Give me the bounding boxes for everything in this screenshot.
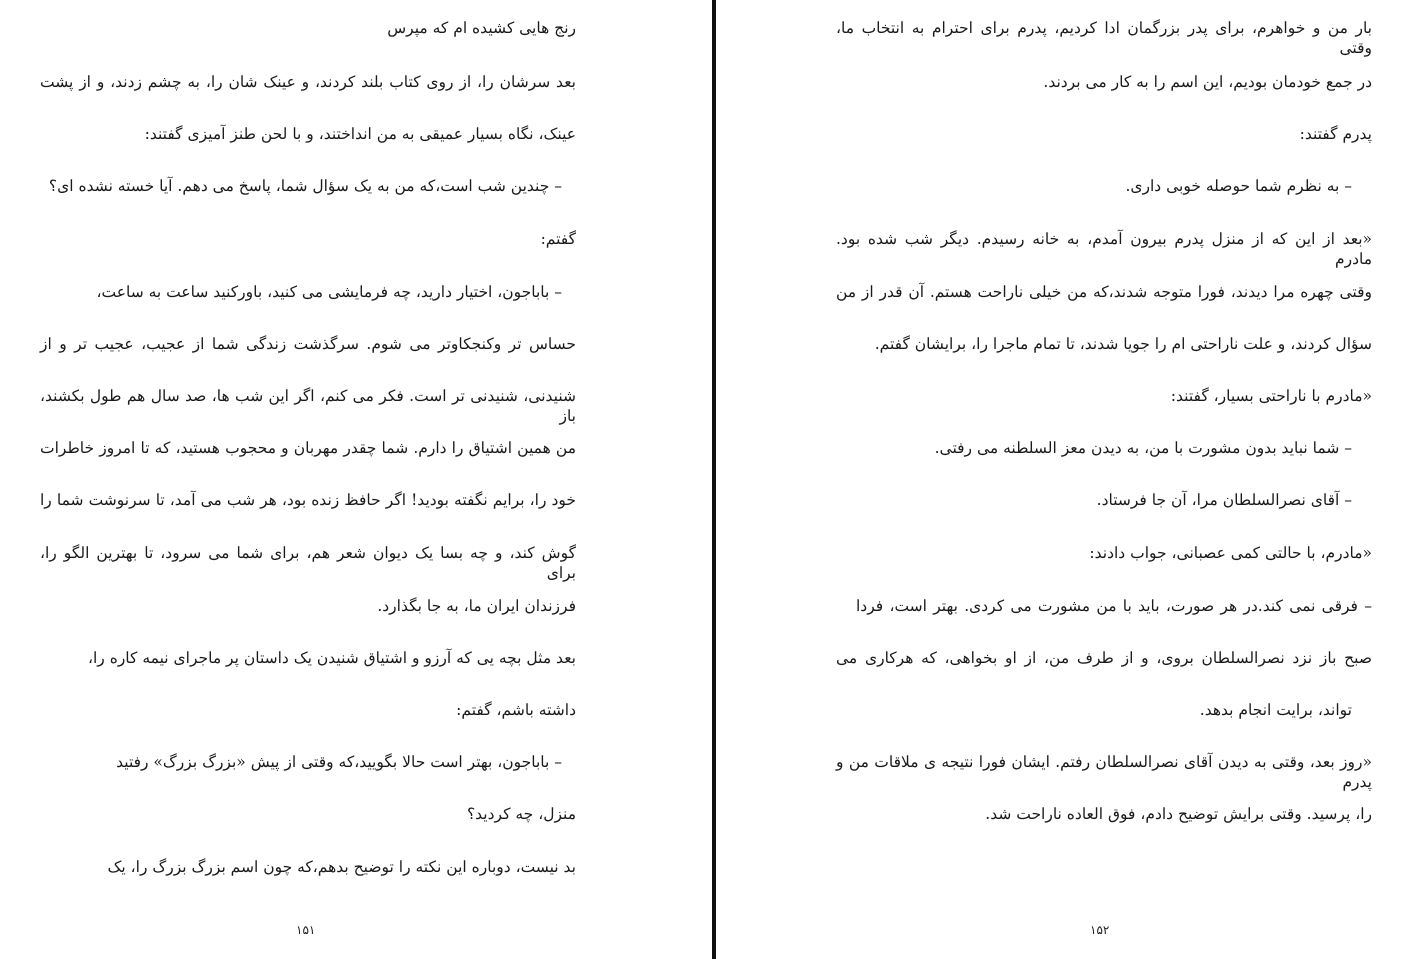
right-page [718, 0, 1428, 959]
text-line: رنج هایی کشیده ام که مپرس [387, 19, 576, 37]
dialogue-line: – به نظرم شما حوصله خوبی داری. [1125, 177, 1352, 195]
text-line: بار من و خواهرم، برای پدر بزرگمان ادا کردیم، پدرم برای احترام به انتخاب ما، وقتی [836, 19, 1372, 57]
text-line: «بعد از این که از منزل پدرم بیرون آمدم، به خانه رسیدم. دیگر شب شده بود. مادرم [836, 230, 1372, 268]
text-line: صبح باز نزد نصرالسلطان بروی، و از طرف من، از او بخواهی، که هرکاری می [836, 649, 1372, 667]
text-line: منزل، چه کردید؟ [466, 805, 576, 823]
page-number: ۱۵۲ [1090, 923, 1110, 937]
text-line: سؤال کردند، و علت ناراحتی ام را جویا شدند، تا تمام ماجرا را، برایشان گفتم. [874, 335, 1372, 353]
text-line: گفتم: [540, 230, 576, 248]
text-line: بد نیست، دوباره این نکته را توضیح بدهم،که چون اسم بزرگ بزرگ را، یک [107, 858, 576, 876]
text-line: عینک، نگاه بسیار عمیقی به من انداختند، و با لحن طنز آمیزی گفتند: [144, 125, 576, 143]
text-line: حساس تر وکنجکاوتر می شوم. سرگذشت زندگی شما از عجیب، عجیب تر و از [40, 335, 576, 353]
dialogue-line: – آقای نصرالسلطان مرا، آن جا فرستاد. [1096, 491, 1352, 509]
text-line: را، پرسید. وقتی برایش توضیح دادم، فوق العاده ناراحت شد. [985, 805, 1372, 823]
text-line: من همین اشتیاق را دارم. شما چقدر مهربان و محجوب هستید، که تا امروز خاطرات [40, 439, 576, 457]
text-line: گوش کند، و چه بسا یک دیوان شعر هم، برای شما می سرود، تا بهترین الگو را، برای [40, 544, 576, 582]
text-line: خود را، برایم نگفته بودید! اگر حافظ زنده بود، هر شب می آمد، تا سرنوشت شما را [40, 491, 576, 509]
text-line: «مادرم با ناراحتی بسیار، گفتند: [1170, 387, 1372, 405]
text-line: «مادرم، با حالتی کمی عصبانی، جواب دادند: [1089, 544, 1372, 562]
text-line: بعد سرشان را، از روی کتاب بلند کردند، و عینک شان را، به چشم زدند، و از پشت [40, 73, 576, 91]
text-line: بعد مثل بچه یی که آرزو و اشتیاق شنیدن یک داستان پر ماجرای نیمه کاره را، [87, 649, 576, 667]
dialogue-line: – باباجون، اختیار دارید، چه فرمایشی می کنید، باورکنید ساعت به ساعت، [96, 283, 562, 301]
dialogue-line: – شما نباید بدون مشورت با من، به دیدن معز السلطنه می رفتی. [934, 439, 1352, 457]
text-line: داشته باشم، گفتم: [456, 701, 576, 719]
page-number: ۱۵۱ [296, 923, 316, 937]
page-divider [712, 0, 716, 959]
dialogue-line: – چندین شب است،که من به یک سؤال شما، پاسخ می دهم. آیا خسته نشده ای؟ [48, 177, 562, 195]
text-line: وقتی چهره مرا دیدند، فورا متوجه شدند،که من خیلی ناراحت هستم. آن قدر از من [836, 283, 1372, 301]
dialogue-line: – فرقی نمی کند.در هر صورت، باید با من مشورت می کردی. بهتر است، فردا [856, 597, 1372, 615]
left-page [0, 0, 712, 959]
text-line: تواند، برایت انجام بدهد. [1199, 701, 1352, 719]
text-line: در جمع خودمان بودیم، این اسم را به کار می بردند. [1043, 73, 1372, 91]
text-line: فرزندان ایران ما، به جا بگذارد. [377, 597, 576, 615]
dialogue-line: – باباجون، بهتر است حالا بگویید،که وقتی از پیش «بزرگ بزرگ» رفتید [116, 753, 562, 771]
text-line: پدرم گفتند: [1299, 125, 1372, 143]
text-line: «روز بعد، وقتی به دیدن آقای نصرالسلطان رفتم. ایشان فورا نتیجه ی ملاقات من و پدرم [836, 753, 1372, 791]
text-line: شنیدنی، شنیدنی تر است. فکر می کنم، اگر این شب ها، صد سال هم طول بکشند، باز [40, 387, 576, 425]
